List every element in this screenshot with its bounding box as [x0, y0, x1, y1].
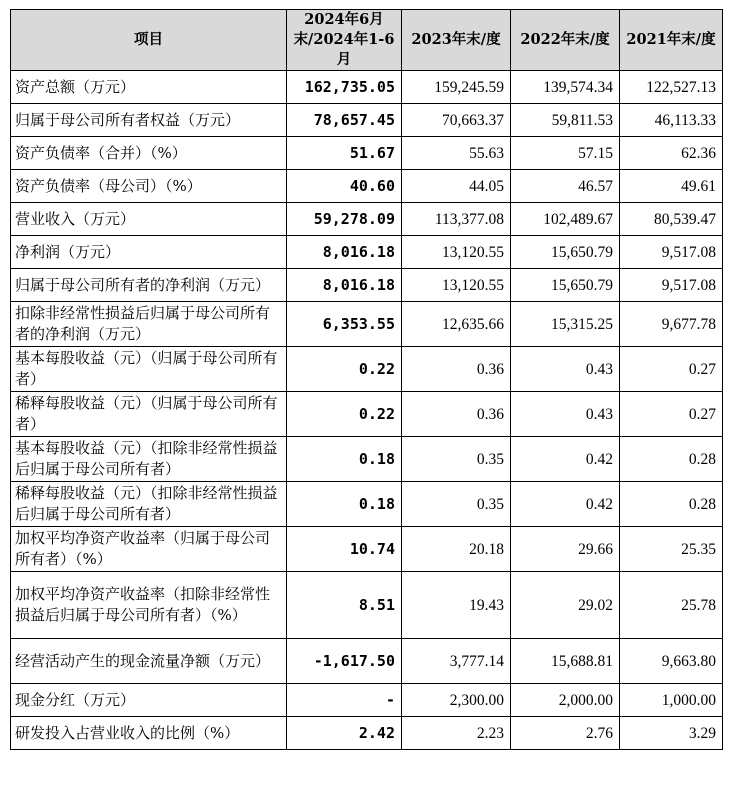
- cell-2023: 2,300.00: [402, 684, 511, 717]
- cell-2024: 78,657.45: [287, 104, 402, 137]
- cell-2021: 3.29: [620, 717, 723, 750]
- cell-2023: 159,245.59: [402, 71, 511, 104]
- cell-2023: 20.18: [402, 527, 511, 572]
- cell-2024: -1,617.50: [287, 639, 402, 684]
- cell-2024: -: [287, 684, 402, 717]
- cell-2022: 0.42: [511, 437, 620, 482]
- cell-2023: 12,635.66: [402, 302, 511, 347]
- row-label: 加权平均净资产收益率（扣除非经常性损益后归属于母公司所有者）（%）: [11, 572, 287, 639]
- cell-2022: 2.76: [511, 717, 620, 750]
- table-row: [11, 527, 723, 572]
- cell-2022: 0.43: [511, 347, 620, 392]
- row-label: 稀释每股收益（元）（归属于母公司所有者）: [11, 392, 287, 437]
- table-row: [11, 572, 723, 639]
- table-row: [11, 302, 723, 347]
- cell-2024: 0.18: [287, 482, 402, 527]
- cell-2023: 0.36: [402, 392, 511, 437]
- row-label: 加权平均净资产收益率（归属于母公司所有者）（%）: [11, 527, 287, 572]
- table-row: [11, 269, 723, 302]
- table-row: [11, 639, 723, 684]
- row-label: 资产负债率（合并）（%）: [11, 137, 287, 170]
- cell-2022: 29.02: [511, 572, 620, 639]
- cell-2024: 8.51: [287, 572, 402, 639]
- cell-2022: 139,574.34: [511, 71, 620, 104]
- cell-2022: 15,315.25: [511, 302, 620, 347]
- cell-2022: 2,000.00: [511, 684, 620, 717]
- row-label: 研发投入占营业收入的比例（%）: [11, 717, 287, 750]
- cell-2022: 0.42: [511, 482, 620, 527]
- cell-2021: 0.27: [620, 392, 723, 437]
- row-label: 营业收入（万元）: [11, 203, 287, 236]
- table-row: [11, 104, 723, 137]
- header-item: 项目: [11, 10, 287, 71]
- header-2024: 2024年6月末/2024年1-6月: [287, 10, 402, 71]
- cell-2024: 162,735.05: [287, 71, 402, 104]
- cell-2024: 59,278.09: [287, 203, 402, 236]
- cell-2024: 8,016.18: [287, 236, 402, 269]
- row-label: 经营活动产生的现金流量净额（万元）: [11, 639, 287, 684]
- cell-2024: 6,353.55: [287, 302, 402, 347]
- table-row: [11, 717, 723, 750]
- row-label: 资产负债率（母公司）（%）: [11, 170, 287, 203]
- cell-2021: 49.61: [620, 170, 723, 203]
- cell-2024: 0.22: [287, 392, 402, 437]
- cell-2024: 51.67: [287, 137, 402, 170]
- cell-2024: 0.18: [287, 437, 402, 482]
- row-label: 净利润（万元）: [11, 236, 287, 269]
- cell-2022: 59,811.53: [511, 104, 620, 137]
- cell-2022: 0.43: [511, 392, 620, 437]
- table-row: [11, 203, 723, 236]
- row-label: 稀释每股收益（元）（扣除非经常性损益后归属于母公司所有者）: [11, 482, 287, 527]
- cell-2021: 122,527.13: [620, 71, 723, 104]
- cell-2023: 0.35: [402, 482, 511, 527]
- cell-2023: 113,377.08: [402, 203, 511, 236]
- table-header-row: [11, 10, 723, 71]
- cell-2023: 55.63: [402, 137, 511, 170]
- cell-2024: 8,016.18: [287, 269, 402, 302]
- cell-2021: 25.78: [620, 572, 723, 639]
- cell-2023: 2.23: [402, 717, 511, 750]
- header-2021: 2021年末/度: [620, 10, 723, 71]
- header-2023: 2023年末/度: [402, 10, 511, 71]
- cell-2021: 0.27: [620, 347, 723, 392]
- table-row: [11, 392, 723, 437]
- cell-2024: 2.42: [287, 717, 402, 750]
- cell-2021: 1,000.00: [620, 684, 723, 717]
- row-label: 现金分红（万元）: [11, 684, 287, 717]
- cell-2022: 15,650.79: [511, 236, 620, 269]
- cell-2022: 15,688.81: [511, 639, 620, 684]
- table-row: [11, 137, 723, 170]
- table-row: [11, 482, 723, 527]
- row-label: 归属于母公司所有者的净利润（万元）: [11, 269, 287, 302]
- table-row: [11, 236, 723, 269]
- cell-2022: 102,489.67: [511, 203, 620, 236]
- cell-2023: 3,777.14: [402, 639, 511, 684]
- table-row: [11, 347, 723, 392]
- cell-2023: 13,120.55: [402, 236, 511, 269]
- cell-2024: 10.74: [287, 527, 402, 572]
- cell-2021: 25.35: [620, 527, 723, 572]
- header-2022: 2022年末/度: [511, 10, 620, 71]
- cell-2021: 9,663.80: [620, 639, 723, 684]
- cell-2023: 0.35: [402, 437, 511, 482]
- cell-2022: 46.57: [511, 170, 620, 203]
- cell-2024: 0.22: [287, 347, 402, 392]
- cell-2021: 0.28: [620, 482, 723, 527]
- cell-2023: 19.43: [402, 572, 511, 639]
- cell-2023: 0.36: [402, 347, 511, 392]
- cell-2022: 15,650.79: [511, 269, 620, 302]
- row-label: 扣除非经常性损益后归属于母公司所有者的净利润（万元）: [11, 302, 287, 347]
- row-label: 基本每股收益（元）（扣除非经常性损益后归属于母公司所有者）: [11, 437, 287, 482]
- cell-2023: 13,120.55: [402, 269, 511, 302]
- cell-2021: 9,517.08: [620, 236, 723, 269]
- cell-2023: 70,663.37: [402, 104, 511, 137]
- cell-2021: 9,677.78: [620, 302, 723, 347]
- row-label: 归属于母公司所有者权益（万元）: [11, 104, 287, 137]
- cell-2024: 40.60: [287, 170, 402, 203]
- cell-2021: 80,539.47: [620, 203, 723, 236]
- cell-2021: 62.36: [620, 137, 723, 170]
- financial-indicators-table: [10, 9, 723, 750]
- row-label: 资产总额（万元）: [11, 71, 287, 104]
- cell-2021: 9,517.08: [620, 269, 723, 302]
- cell-2021: 46,113.33: [620, 104, 723, 137]
- row-label: 基本每股收益（元）（归属于母公司所有者）: [11, 347, 287, 392]
- table-row: [11, 684, 723, 717]
- table-row: [11, 437, 723, 482]
- cell-2021: 0.28: [620, 437, 723, 482]
- cell-2023: 44.05: [402, 170, 511, 203]
- table-row: [11, 71, 723, 104]
- cell-2022: 29.66: [511, 527, 620, 572]
- cell-2022: 57.15: [511, 137, 620, 170]
- table-row: [11, 170, 723, 203]
